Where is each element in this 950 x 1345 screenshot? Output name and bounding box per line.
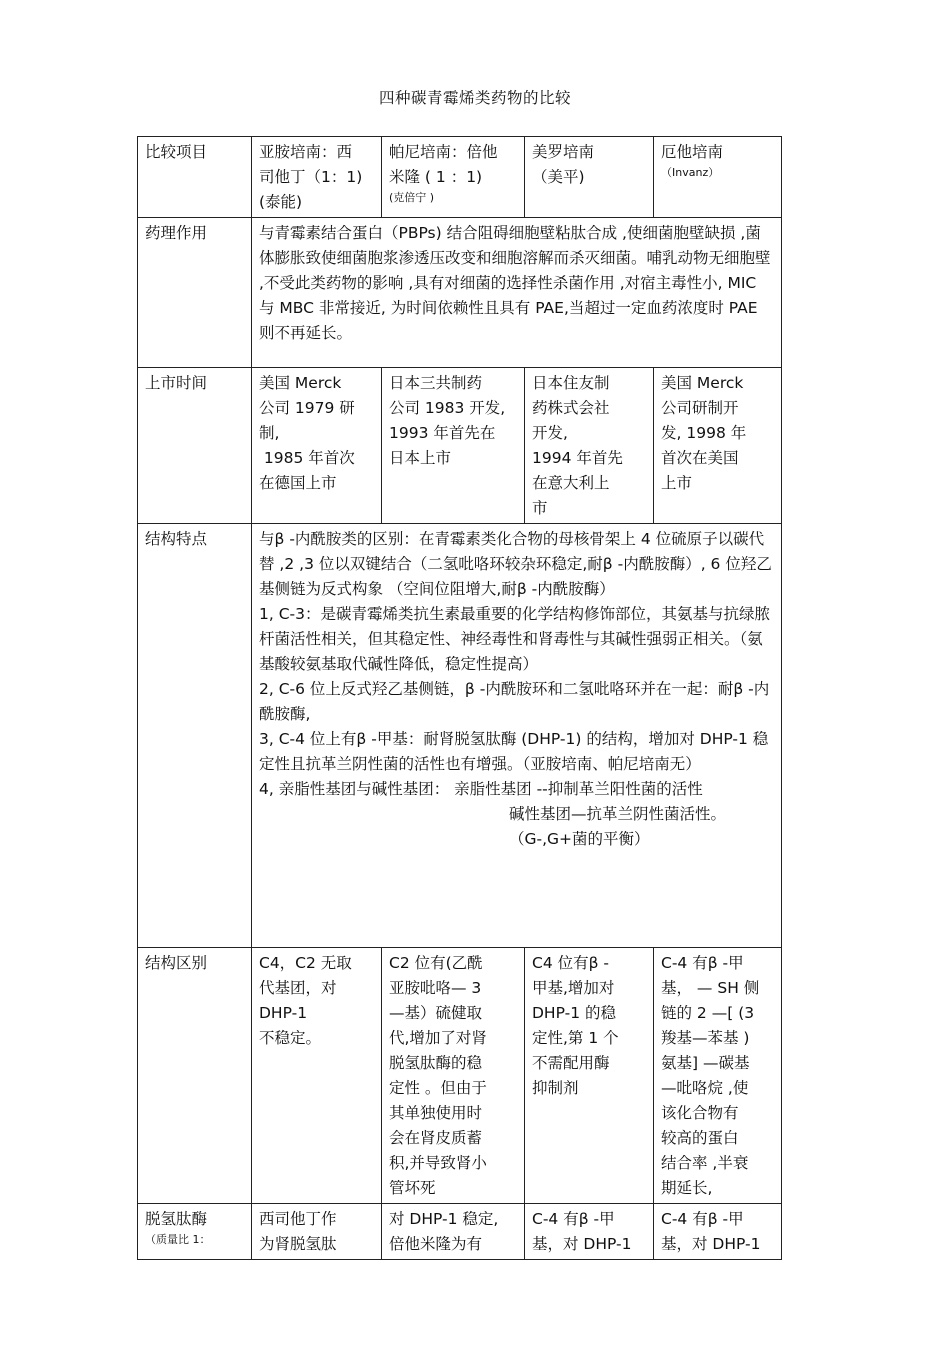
structure-point-3: 3, C-4 位上有β -甲基：耐肾脱氢肽酶 (DHP-1) 的结构，增加对 DHP-1 稳定性且抗革兰阴性菌的活性也有增强。（亚胺培南、帕尼培南无） (259, 730, 769, 773)
difference-ertapenem-line: 较高的蛋白 (661, 1129, 739, 1147)
structure-point-1: 1, C-3：是碳青霉烯类抗生素最重要的化学结构修饰部位，其氨基与抗绿脓杆菌活性相关，但其稳定性、神经毒性和肾毒性与其碱性强弱正相关。（氨基酸较氨基取代碱性降低，稳定性提高） (259, 605, 770, 673)
header-ertapenem-line1: 厄他培南 (661, 143, 724, 161)
header-row (138, 137, 782, 218)
launch-ertapenem-line: 公司研制开 (661, 399, 739, 417)
difference-ertapenem-line: 链的 2 —[ (3 (661, 1004, 755, 1022)
difference-panipenem-line: C2 位有(乙酰 (389, 954, 483, 972)
header-label-cell (138, 137, 252, 218)
difference-imipenem-line: 代基团，对 (259, 979, 337, 997)
launch-label: 上市时间 (145, 374, 208, 392)
header-label: 比较项目 (145, 143, 208, 161)
launch-meropenem (525, 368, 654, 524)
difference-ertapenem-line: 基， — SH 侧 (661, 979, 760, 997)
difference-meropenem-line: DHP-1 的稳 (532, 1004, 616, 1022)
dhp-meropenem-line: 基，对 DHP-1 (532, 1235, 632, 1253)
difference-panipenem-line: 脱氢肽酶的稳 (389, 1054, 483, 1072)
dhp-imipenem-line: 为肾脱氢肽 (259, 1235, 337, 1253)
dhp-imipenem-line: 西司他丁作 (259, 1210, 337, 1228)
dhp-row (138, 1204, 782, 1260)
launch-imipenem-line: 1985 年首次 (259, 449, 355, 467)
launch-panipenem (382, 368, 525, 524)
header-panipenem-line3: (克倍宁 ) (389, 191, 435, 204)
launch-meropenem-line: 1994 年首先 (532, 449, 623, 467)
structure-label: 结构特点 (145, 530, 208, 548)
difference-imipenem-line: DHP-1 (259, 1004, 308, 1022)
launch-ertapenem-line: 上市 (661, 474, 693, 492)
structure-intro: 与β -内酰胺类的区别：在青霉素类化合物的母核骨架上 4 位硫原子以碳代替 ,2 ,3 位以双键结合（二氢吡咯环较杂环稳定,耐β -内酰胺酶）, 6 位羟乙基侧链为反式构象 （空间位阻增大,耐β -内酰胺酶） (259, 530, 772, 598)
launch-imipenem-line: 制, (259, 424, 280, 442)
difference-ertapenem-line: 该化合物有 (661, 1104, 739, 1122)
header-ertapenem-line2: （Invanz） (661, 166, 720, 179)
dhp-ertapenem (654, 1204, 782, 1260)
difference-ertapenem-line: C-4 有β -甲 (661, 954, 744, 972)
launch-panipenem-line: 日本三共制药 (389, 374, 483, 392)
difference-label-cell (138, 948, 252, 1204)
structure-text (252, 524, 782, 948)
pharmacology-label-cell (138, 218, 252, 368)
launch-imipenem-line: 公司 1979 研 (259, 399, 355, 417)
launch-meropenem-line: 开发, (532, 424, 568, 442)
header-meropenem-line1: 美罗培南 (532, 143, 595, 161)
dhp-label-ratio: （质量比 1： (145, 1233, 211, 1246)
launch-panipenem-line: 日本上市 (389, 449, 452, 467)
dhp-meropenem-line: C-4 有β -甲 (532, 1210, 615, 1228)
difference-meropenem-line: 抑制剂 (532, 1079, 579, 1097)
difference-meropenem-line: 不需配用酶 (532, 1054, 610, 1072)
pharmacology-label: 药理作用 (145, 224, 208, 242)
launch-imipenem-line: 在德国上市 (259, 474, 337, 492)
comparison-table (137, 136, 782, 1260)
dhp-imipenem (252, 1204, 382, 1260)
difference-ertapenem-line: 期延长, (661, 1179, 713, 1197)
header-imipenem-line1: 亚胺培南：西 (259, 143, 353, 161)
dhp-label: 脱氢肽酶 (145, 1210, 208, 1228)
launch-ertapenem-line: 美国 Merck (661, 374, 744, 392)
difference-panipenem-line: —基）硫健取 (389, 1004, 483, 1022)
difference-ertapenem-line: —吡咯烷 ,使 (661, 1079, 749, 1097)
dhp-panipenem-line: 对 DHP-1 稳定, (389, 1210, 499, 1228)
launch-label-cell (138, 368, 252, 524)
dhp-meropenem (525, 1204, 654, 1260)
header-ertapenem (654, 137, 782, 218)
difference-meropenem-line: C4 位有β - (532, 954, 610, 972)
dhp-panipenem-line: 倍他米隆为有 (389, 1235, 483, 1253)
difference-meropenem (525, 948, 654, 1204)
difference-ertapenem-line: 结合率 ,半衰 (661, 1154, 749, 1172)
difference-meropenem-line: 甲基,增加对 (532, 979, 615, 997)
structure-label-cell (138, 524, 252, 948)
difference-ertapenem-line: 羧基—苯基 ) (661, 1029, 750, 1047)
difference-panipenem-line: 会在肾皮质蓄 (389, 1129, 483, 1147)
difference-panipenem-line: 其单独使用时 (389, 1104, 483, 1122)
launch-ertapenem-line: 发, 1998 年 (661, 424, 747, 442)
launch-meropenem-line: 在意大利上 (532, 474, 610, 492)
difference-imipenem (252, 948, 382, 1204)
difference-panipenem-line: 管坏死 (389, 1179, 436, 1197)
launch-meropenem-line: 药株式会社 (532, 399, 610, 417)
header-imipenem-line3: (泰能) (259, 193, 303, 211)
structure-row (138, 524, 782, 948)
difference-meropenem-line: 定性,第 1 个 (532, 1029, 619, 1047)
structure-point-2: 2, C-6 位上反式羟乙基侧链，β -内酰胺环和二氢吡咯环并在一起：耐β -内酰胺酶, (259, 680, 770, 723)
difference-panipenem-line: 定性 。但由于 (389, 1079, 487, 1097)
pharmacology-text: 与青霉素结合蛋白（PBPs) 结合阻碍细胞壁粘肽合成 ,使细菌胞壁缺损 ,菌体膨胀致使细菌胞浆渗透压改变和细胞溶解而杀灭细菌。哺乳动物无细胞壁 ,不受此类药物的影响 ,具有对细菌的选择性杀菌作用 ,对宿主毒性小, MIC 与 MBC 非常接近, 为时间依赖性且具有 PAE,当超过一定血药浓度时 PAE 则不再延长。 (252, 218, 782, 368)
difference-row (138, 948, 782, 1204)
header-panipenem-line2: 米隆 ( 1 ：1) (389, 168, 483, 186)
launch-imipenem-line: 美国 Merck (259, 374, 342, 392)
dhp-ertapenem-line: C-4 有β -甲 (661, 1210, 744, 1228)
pharmacology-row (138, 218, 782, 368)
dhp-ertapenem-line: 基，对 DHP-1 (661, 1235, 761, 1253)
launch-panipenem-line: 公司 1983 开发, (389, 399, 506, 417)
dhp-label-cell (138, 1204, 252, 1260)
structure-point-4-basic: 碱性基团—抗革兰阴性菌活性。 (509, 805, 727, 823)
structure-point-4: 4, 亲脂性基团与碱性基团： 亲脂性基团 --抑制革兰阳性菌的活性 (259, 780, 703, 798)
dhp-panipenem (382, 1204, 525, 1260)
launch-ertapenem (654, 368, 782, 524)
difference-label: 结构区别 (145, 954, 208, 972)
header-panipenem (382, 137, 525, 218)
header-imipenem (252, 137, 382, 218)
header-meropenem-line2: （美平) (532, 168, 585, 186)
difference-imipenem-line: 不稳定。 (259, 1029, 322, 1047)
launch-row (138, 368, 782, 524)
launch-ertapenem-line: 首次在美国 (661, 449, 739, 467)
document-title: 四种碳青霉烯类药物的比较 (378, 89, 571, 107)
header-imipenem-line2: 司他丁（1：1) (259, 168, 363, 186)
launch-meropenem-line: 日本住友制 (532, 374, 610, 392)
difference-panipenem-line: 代,增加了对肾 (389, 1029, 487, 1047)
difference-imipenem-line: C4，C2 无取 (259, 954, 352, 972)
launch-meropenem-line: 市 (532, 499, 548, 517)
difference-panipenem (382, 948, 525, 1204)
structure-point-4-balance: （G-,G+菌的平衡） (509, 830, 650, 848)
launch-imipenem (252, 368, 382, 524)
difference-panipenem-line: 积,并导致肾小 (389, 1154, 487, 1172)
difference-panipenem-line: 亚胺吡咯— 3 (389, 979, 482, 997)
header-panipenem-line1: 帕尼培南：倍他 (389, 143, 498, 161)
launch-panipenem-line: 1993 年首先在 (389, 424, 496, 442)
difference-ertapenem (654, 948, 782, 1204)
header-meropenem (525, 137, 654, 218)
difference-ertapenem-line: 氨基] —碳基 (661, 1054, 750, 1072)
